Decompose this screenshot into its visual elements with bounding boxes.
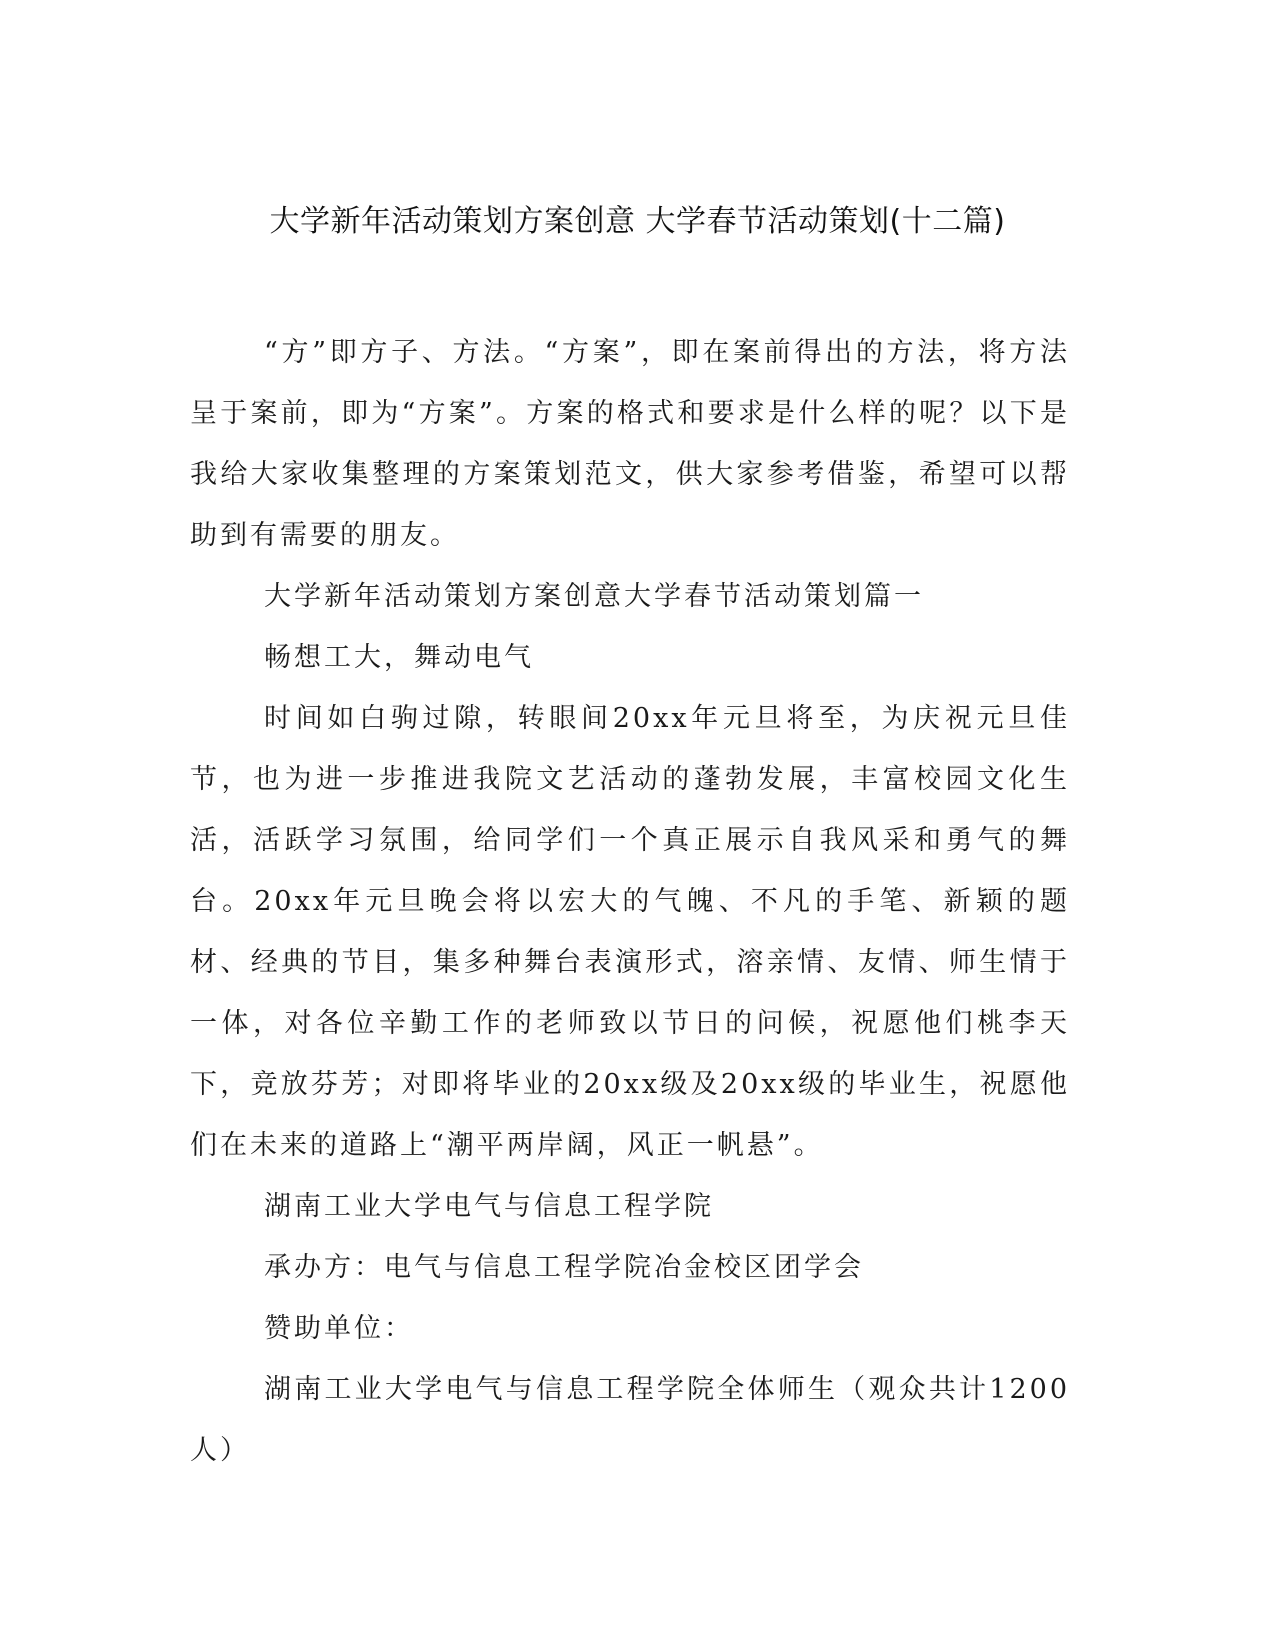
section-heading: 大学新年活动策划方案创意大学春节活动策划篇一 (264, 581, 924, 612)
audience-paragraph: 湖南工业大学电气与信息工程学院全体师生（观众共计1200人） (190, 1374, 1070, 1466)
host-line: 承办方：电气与信息工程学院冶金校区团学会 (264, 1252, 864, 1283)
document-body (190, 322, 1070, 1481)
sponsor-line: 赞助单位： (264, 1313, 414, 1344)
document-title: 大学新年活动策划方案创意 大学春节活动策划(十二篇) (269, 204, 1006, 239)
theme-line: 畅想工大，舞动电气 (264, 642, 534, 673)
intro-paragraph: “方”即方子、方法。“方案”，即在案前得出的方法，将方法呈于案前，即为“方案”。方案的格式和要求是什么样的呢？以下是我给大家收集整理的方案策划范文，供大家参考借鉴，希望可以帮助到有需要的朋友。 (190, 337, 1070, 551)
organizer-line: 湖南工业大学电气与信息工程学院 (264, 1191, 714, 1222)
background-paragraph: 时间如白驹过隙，转眼间20xx年元旦将至，为庆祝元旦佳节，也为进一步推进我院文艺活动的蓬勃发展，丰富校园文化生活，活跃学习氛围，给同学们一个真正展示自我风采和勇气的舞台。20xx年元旦晚会将以宏大的气魄、不凡的手笔、新颖的题材、经典的节目，集多种舞台表演形式，溶亲情、友情、师生情于一体，对各位辛勤工作的老师致以节日的问候，祝愿他们桃李天下，竞放芬芳；对即将毕业的20xx级及20xx级的毕业生，祝愿他们在未来的道路上“潮平两岸阔，风正一帆悬”。 (190, 703, 1070, 1161)
